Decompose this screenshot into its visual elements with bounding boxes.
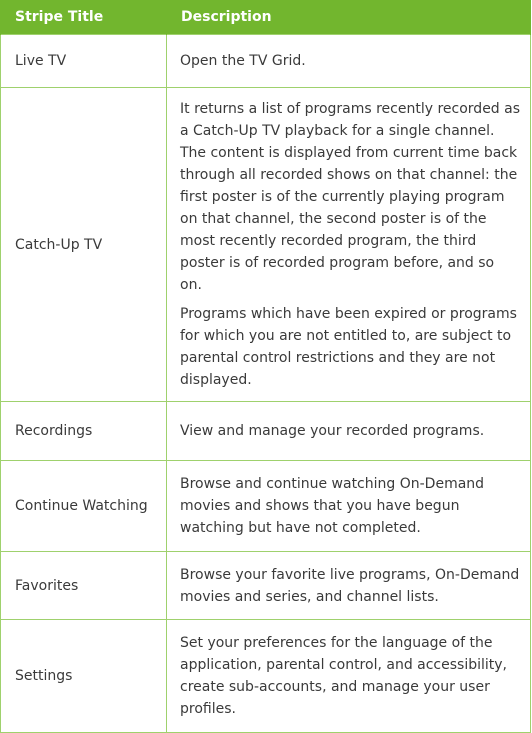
stripe-title-cell: Favorites	[1, 552, 167, 620]
description-paragraph: Set your preferences for the language of the application, parental control, and accessibility, create sub-accounts, and manage your user profiles.	[180, 635, 507, 717]
description-paragraph: Browse and continue watching On-Demand movies and shows that you have begun watching but have not completed.	[180, 476, 485, 536]
stripe-title-cell: Catch-Up TV	[1, 88, 167, 402]
description-paragraph: Browse your favorite live programs, On-Demand movies and series, and channel lists.	[180, 566, 520, 605]
table-row	[1, 461, 531, 552]
description-paragraph: Open the TV Grid.	[180, 53, 306, 69]
description-paragraph: View and manage your recorded programs.	[180, 423, 485, 439]
description-cell	[167, 402, 531, 461]
table-row	[1, 35, 531, 88]
stripe-title-cell: Continue Watching	[1, 461, 167, 552]
stripe-title-cell: Settings	[1, 620, 167, 733]
stripe-title-cell: Live TV	[1, 35, 167, 88]
column-header-stripe-title: Stripe Title	[1, 0, 167, 35]
column-header-description: Description	[167, 0, 531, 35]
table-row	[1, 88, 531, 402]
description-cell	[167, 88, 531, 402]
table-row	[1, 620, 531, 733]
table-row	[1, 402, 531, 461]
table-row	[1, 552, 531, 620]
description-cell	[167, 35, 531, 88]
description-paragraph: Programs which have been expired or programs for which you are not entitled to, are subject to parental control restrictions and they are not displayed.	[180, 306, 517, 388]
description-cell	[167, 461, 531, 552]
description-paragraph: It returns a list of programs recently recorded as a Catch-Up TV playback for a single channel. The content is displayed from current time back through all recorded shows on that channel: the first poster is of the currently playing program on that channel, the second poster is of the most recently recorded program, the third poster is of recorded program before, and so on.	[180, 101, 521, 293]
table-header-row	[1, 0, 531, 35]
description-cell	[167, 552, 531, 620]
description-cell	[167, 620, 531, 733]
stripe-title-cell: Recordings	[1, 402, 167, 461]
